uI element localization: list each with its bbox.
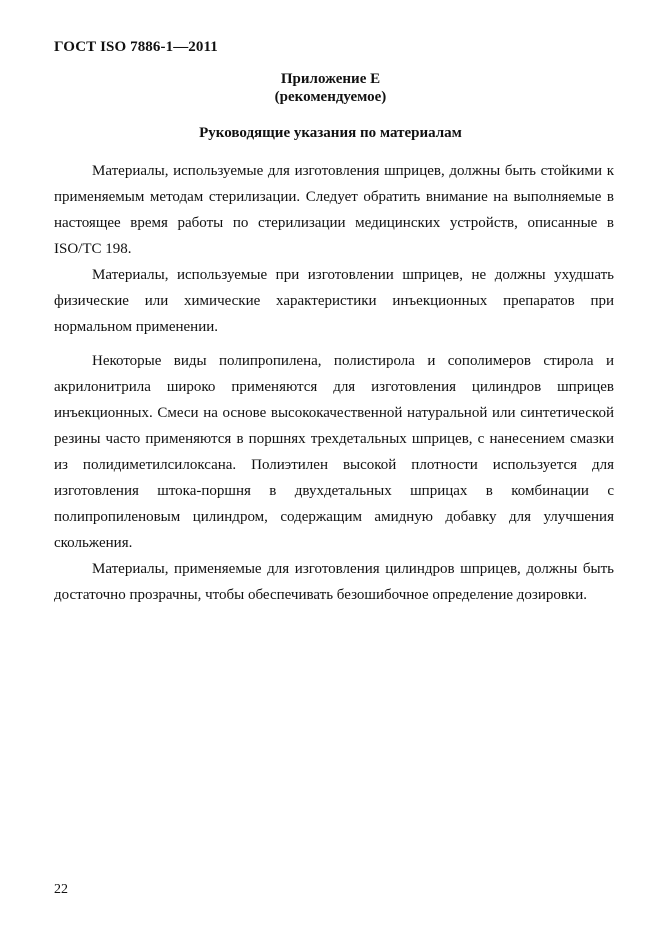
annex-heading [0,70,661,106]
paragraph-3: Некоторые виды полипропилена, полистирола и сополимеров стирола и акрилонитрила широко применяются для изготовления цилиндров шприцев инъекционных. Смеси на основе высококачественной натуральной или синтетической резины часто применяются в поршнях трехдетальных шприцев, с нанесением смазки из полидиметилсилоксана. Полиэтилен высокой плотности используется для изготовления штока-поршня в двухдетальных шприцах в комбинации с полипропиленовым цилиндром, содержащим амидную добавку для улучшения скольжения. [54,353,614,551]
body-text [54,158,614,608]
paragraph-1: Материалы, используемые для изготовления шприцев, должны быть стойкими к применяемым методам стерилизации. Следует обратить внимание на выполняемые в настоящее время работы по стерилизации медицинских устройств, описанные в ISO/TC 198. [54,163,614,257]
section-title: Руководящие указания по материалам [199,125,462,141]
document-code: ГОСТ ISO 7886-1—2011 [54,39,218,55]
annex-title: Приложение Е [280,71,381,87]
paragraph-4: Материалы, применяемые для изготовления цилиндров шприцев, должны быть достаточно прозрачны, чтобы обеспечивать безошибочное определение дозировки. [54,561,614,603]
annex-status: (рекомендуемое) [274,89,387,105]
paragraph-2: Материалы, используемые при изготовлении шприцев, не должны ухудшать физические или химические характеристики инъекционных препаратов при нормальном применении. [54,267,614,335]
page-number: 22 [54,882,68,897]
